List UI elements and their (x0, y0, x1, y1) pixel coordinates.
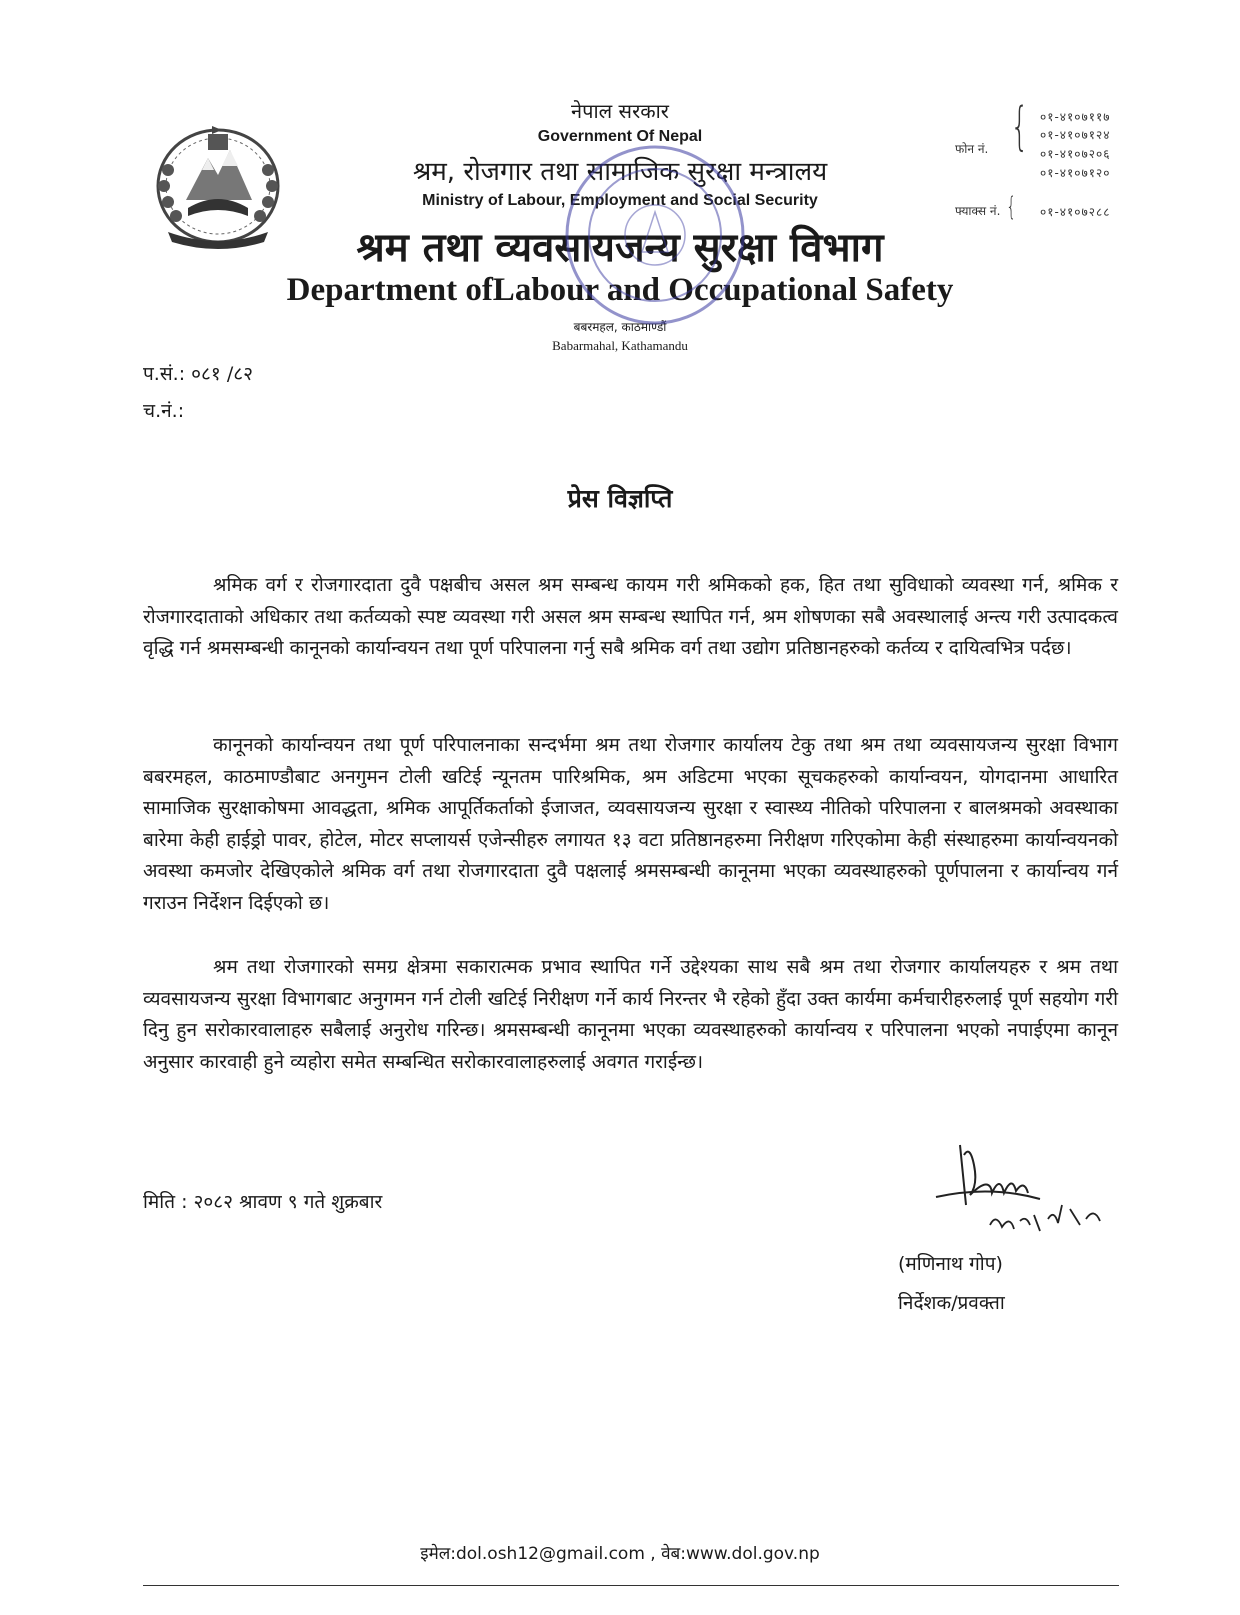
body-paragraph: कानूनको कार्यान्वयन तथा पूर्ण परिपालनाका सन्दर्भमा श्रम तथा रोजगार कार्यालय टेकु तथा श्रम तथा व्यवसायजन्य सुरक्षा विभाग बबरमहल, काठमाण्डौबाट अनगुमन टोली खटिई न्यूनतम पारिश्रमिक, श्रम अडिटमा भएका सूचकहरुको कार्यान्वयन, योगदानमा आधारित सामाजिक सुरक्षाकोषमा आवद्धता, श्रमिक आपूर्तिकर्ताको ईजाजत, व्यवसायजन्य सुरक्षा र स्वास्थ्य नीतिको परिपालना र बालश्रमको अवस्थाका बारेमा केही हाईड्रो पावर, होटेल, मोटर सप्लायर्स एजेन्सीहरु लगायत १३ वटा प्रतिष्ठानहरुमा निरीक्षण गरिएकोमा केही संस्थाहरुमा कार्यान्वयनको अवस्था कमजोर देखिएकोले श्रमिक वर्ग तथा रोजगारदाता दुवै पक्षलाई श्रमसम्बन्धी कानूनमा भएका व्यवस्थाहरुको पूर्णपालना र कार्यान्वय गर्न गराउन निर्देशन दिईएको छ। (143, 734, 1118, 914)
phone-label: फोन नं. (955, 142, 989, 156)
signatory-designation: निर्देशक/प्रवक्ता (898, 1292, 1005, 1314)
government-name-english: Government Of Nepal (537, 128, 703, 145)
fax-brace-icon: { (1006, 192, 1017, 222)
department-name-nepali: श्रम तथा व्यवसायजन्य सुरक्षा विभाग (356, 225, 884, 271)
official-stamp-icon (560, 140, 750, 330)
phone-number: ०१-४१०७१२० (1040, 166, 1111, 180)
ministry-name-english: Ministry of Labour, Employment and Social Security (422, 192, 818, 209)
ministry-name-nepali: श्रम, रोजगार तथा सामाजिक सुरक्षा मन्त्रालय (412, 157, 828, 187)
fax-number: ०१-४१०७२८८ (1040, 205, 1111, 219)
address-nepali: बबरमहल, काठमाण्डौं (573, 320, 667, 334)
fax-label: फ्याक्स नं. (955, 204, 1001, 218)
reference-number: प.सं.: ०८१ /८२ (143, 363, 253, 385)
phone-number: ०१-४१०७२०६ (1040, 147, 1111, 161)
footer-divider (143, 1585, 1119, 1586)
handwritten-signature (930, 1135, 1120, 1245)
government-name-nepali: नेपाल सरकार (571, 99, 669, 123)
footer-contact: इमेल:dol.osh12@gmail.com , वेब:www.dol.gov.np (420, 1544, 820, 1564)
dispatch-number: च.नं.: (143, 400, 185, 422)
phone-number: ०१-४१०७११७ (1040, 110, 1111, 124)
department-name-english: Department ofLabour and Occupational Safety (286, 272, 954, 308)
body-paragraph: श्रमिक वर्ग र रोजगारदाता दुवै पक्षबीच असल श्रम सम्बन्ध कायम गरी श्रमिकको हक, हित तथा सुविधाको व्यवस्था गर्न, श्रमिक र रोजगारदाताको अधिकार तथा कर्तव्यको स्पष्ट व्यवस्था गरी असल श्रम सम्बन्ध स्थापित गर्न, श्रम शोषणका सबै अवस्थालाई अन्त्य गरी उत्पादकत्व वृद्धि गर्न श्रमसम्बन्धी कानूनको कार्यान्वयन तथा पूर्ण परिपालना गर्नु सबै श्रमिक वर्ग तथा उद्योग प्रतिष्ठानहरुको कर्तव्य र दायित्वभित्र पर्दछ। (143, 574, 1118, 659)
issue-date: मिति : २०८२ श्रावण ९ गते शुक्रबार (143, 1191, 383, 1213)
signatory-name: (मणिनाथ गोप) (898, 1253, 1003, 1275)
phone-number: ०१-४१०७१२४ (1040, 128, 1111, 142)
body-paragraph: श्रम तथा रोजगारको समग्र क्षेत्रमा सकारात्मक प्रभाव स्थापित गर्ने उद्देश्यका साथ सबै श्रम तथा रोजगार कार्यालयहरु र श्रम तथा व्यवसायजन्य सुरक्षा विभागबाट अनुगमन गर्न टोली खटिई निरीक्षण गर्ने कार्य निरन्तर भै रहेको हुँदा उक्त कार्यमा कर्मचारीहरुलाई पूर्ण सहयोग गरी दिनु हुन सरोकारवालाहरु सबैलाई अनुरोध गरिन्छ। श्रमसम्बन्धी कानूनमा भएका व्यवस्थाहरुको कार्यान्वय र परिपालना भएको नपाईएमा कानून अनुसार कारवाही हुने व्यहोरा समेत सम्बन्धित सरोकारवालाहरुलाई अवगत गराईन्छ। (143, 956, 1118, 1073)
phone-brace-icon: { (1010, 97, 1029, 157)
address-english: Babarmahal, Kathamandu (552, 338, 688, 353)
document-title: प्रेस विज्ञप्ति (567, 484, 673, 513)
